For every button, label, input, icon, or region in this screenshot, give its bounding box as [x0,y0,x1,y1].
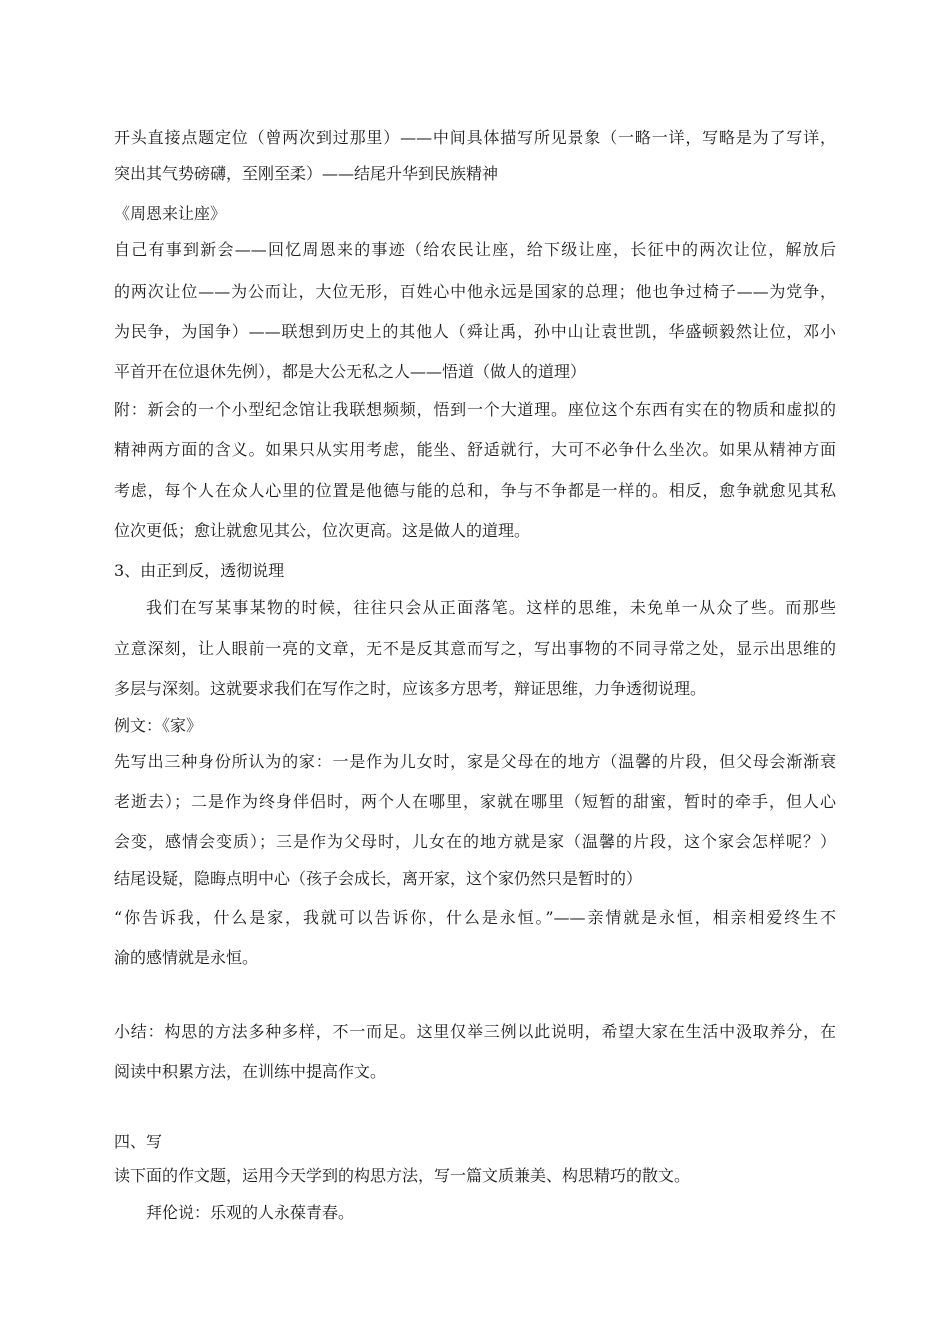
text-line: 拜伦说：乐观的人永葆青春。 [146,1203,355,1222]
text-line: 精神两方面的含义。如果只从实用考虑，能坐、舒适就行，大可不必争什么坐次。如果从精神方面 [114,440,836,459]
summary-line: 小结：构思的方法多种多样，不一而足。这里仅举三例以此说明，希望大家在生活中汲取养分，在 [114,1022,836,1041]
text-line: 为民争，为国争）——联想到历史上的其他人（舜让禹，孙中山让袁世凯，华盛顿毅然让位，邓小 [114,322,836,341]
text-line: 结尾设疑，隐晦点明中心（孩子会成长，离开家，这个家仍然只是暂时的） [114,869,643,888]
text-line: 老逝去）；二是作为终身伴侣时，两个人在哪里，家就在哪里（短暂的甜蜜，暂时的牵手，但人心 [114,792,836,811]
example-title: 例文：《家》 [114,716,203,735]
subheading-title: 《周恩来让座》 [114,204,227,223]
text-line: 立意深刻，让人眼前一亮的文章，无不是反其意而写之，写出事物的不同寻常之处，显示出思维的 [114,639,836,658]
section-heading: 3、由正到反，透彻说理 [114,561,285,580]
text-line: 读下面的作文题，运用今天学到的构思方法，写一篇文质兼美、构思精巧的散文。 [114,1166,691,1185]
text-line: 突出其气势磅礴，至刚至柔）——结尾升华到民族精神 [114,164,499,183]
text-line: 自己有事到新会——回忆周恩来的事迹（给农民让座，给下级让座，长征中的两次让位，解放后 [114,240,836,259]
text-line: 开头直接点题定位（曾两次到过那里）——中间具体描写所见景象（一略一详，写略是为了写详， [114,128,836,147]
text-line: 多层与深刻。这就要求我们在写作之时，应该多方思考，辩证思维，力争透彻说理。 [114,679,707,698]
section-heading: 四、写 [114,1132,163,1151]
text-line: 会变，感情会变质）；三是作为父母时，儿女在的地方就是家（温馨的片段，这个家会怎样呢？） [114,832,836,851]
text-line: 的两次让位——为公而让，大位无形，百姓心中他永远是国家的总理；他也争过椅子——为党争， [114,282,836,301]
text-line: “你告诉我，什么是家，我就可以告诉你，什么是永恒。”——亲情就是永恒，相亲相爱终生不 [114,908,836,927]
text-line: 附：新会的一个小型纪念馆让我联想频频，悟到一个大道理。座位这个东西有实在的物质和虚拟的 [114,400,836,419]
text-line: 位次更低；愈让就愈见其公，位次更高。这是做人的道理。 [114,521,531,540]
text-line: 先写出三种身份所认为的家：一是作为儿女时，家是父母在的地方（温馨的片段，但父母会渐渐衰 [114,752,836,771]
text-line: 考虑，每个人在众人心里的位置是他德与能的总和，争与不争都是一样的。相反，愈争就愈见其私 [114,481,836,500]
text-line: 渝的感情就是永恒。 [114,948,259,967]
summary-line: 阅读中积累方法，在训练中提高作文。 [114,1062,387,1081]
text-line: 平首开在位退休先例），都是大公无私之人——悟道（做人的道理） [114,362,587,381]
text-line: 我们在写某事某物的时候，往往只会从正面落笔。这样的思维，未免单一从众了些。而那些 [146,598,836,617]
